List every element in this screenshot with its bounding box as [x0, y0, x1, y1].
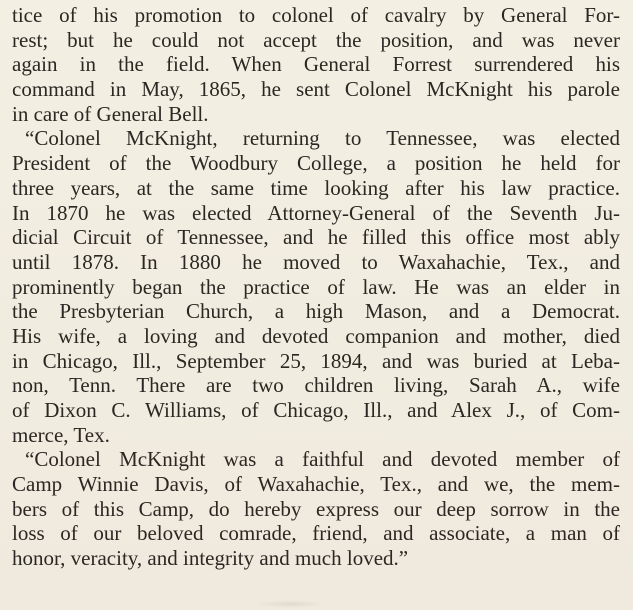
text-line: the Presbyterian Church, a high Mason, and a Democrat. — [12, 299, 620, 324]
text-line: “Colonel McKnight, returning to Tennessee, was elected — [25, 126, 620, 151]
text-line: President of the Woodbury College, a position he held for — [12, 151, 620, 176]
text-line: until 1878. In 1880 he moved to Waxahachie, Tex., and — [12, 249, 620, 274]
paragraph-3 — [12, 447, 620, 570]
text-line: dicial Circuit of Tennessee, and he filled this office most ably — [12, 225, 620, 250]
paragraph-2 — [12, 126, 620, 447]
text-line: prominently began the practice of law. He was an elder in — [12, 274, 620, 299]
text-line: honor, veracity, and integrity and much loved.” — [12, 546, 409, 571]
text-line: loss of our beloved comrade, friend, and associate, a man of — [12, 521, 620, 546]
text-line: non, Tenn. There are two children living, Sarah A., wife — [12, 373, 620, 398]
text-line: again in the field. When General Forrest surrendered his — [12, 52, 620, 77]
text-line: three years, at the same time looking after his law practice. — [12, 175, 620, 200]
text-line: Camp Winnie Davis, of Waxahachie, Tex., and we, the mem- — [12, 472, 620, 497]
body-text — [12, 3, 620, 571]
text-line: In 1870 he was elected Attorney-General of the Seventh Ju- — [12, 200, 620, 225]
text-line: “Colonel McKnight was a faithful and devoted member of — [25, 447, 620, 472]
text-line: His wife, a loving and devoted companion and mother, died — [12, 323, 620, 348]
text-line: command in May, 1865, he sent Colonel McKnight his parole — [12, 77, 620, 102]
text-line: in Chicago, Ill., September 25, 1894, and was buried at Leba- — [12, 348, 620, 373]
text-line: merce, Tex. — [12, 422, 110, 447]
text-line: in care of General Bell. — [12, 101, 209, 126]
text-line: bers of this Camp, do hereby express our deep sorrow in the — [12, 496, 620, 521]
text-line: tice of his promotion to colonel of cavalry by General For- — [12, 3, 620, 27]
text-line: of Dixon C. Williams, of Chicago, Ill., and Alex J., of Com- — [12, 398, 620, 422]
paragraph-1 — [12, 3, 620, 126]
text-line: rest; but he could not accept the position, and was never — [12, 27, 620, 52]
ink-bleed-mark — [255, 600, 325, 608]
